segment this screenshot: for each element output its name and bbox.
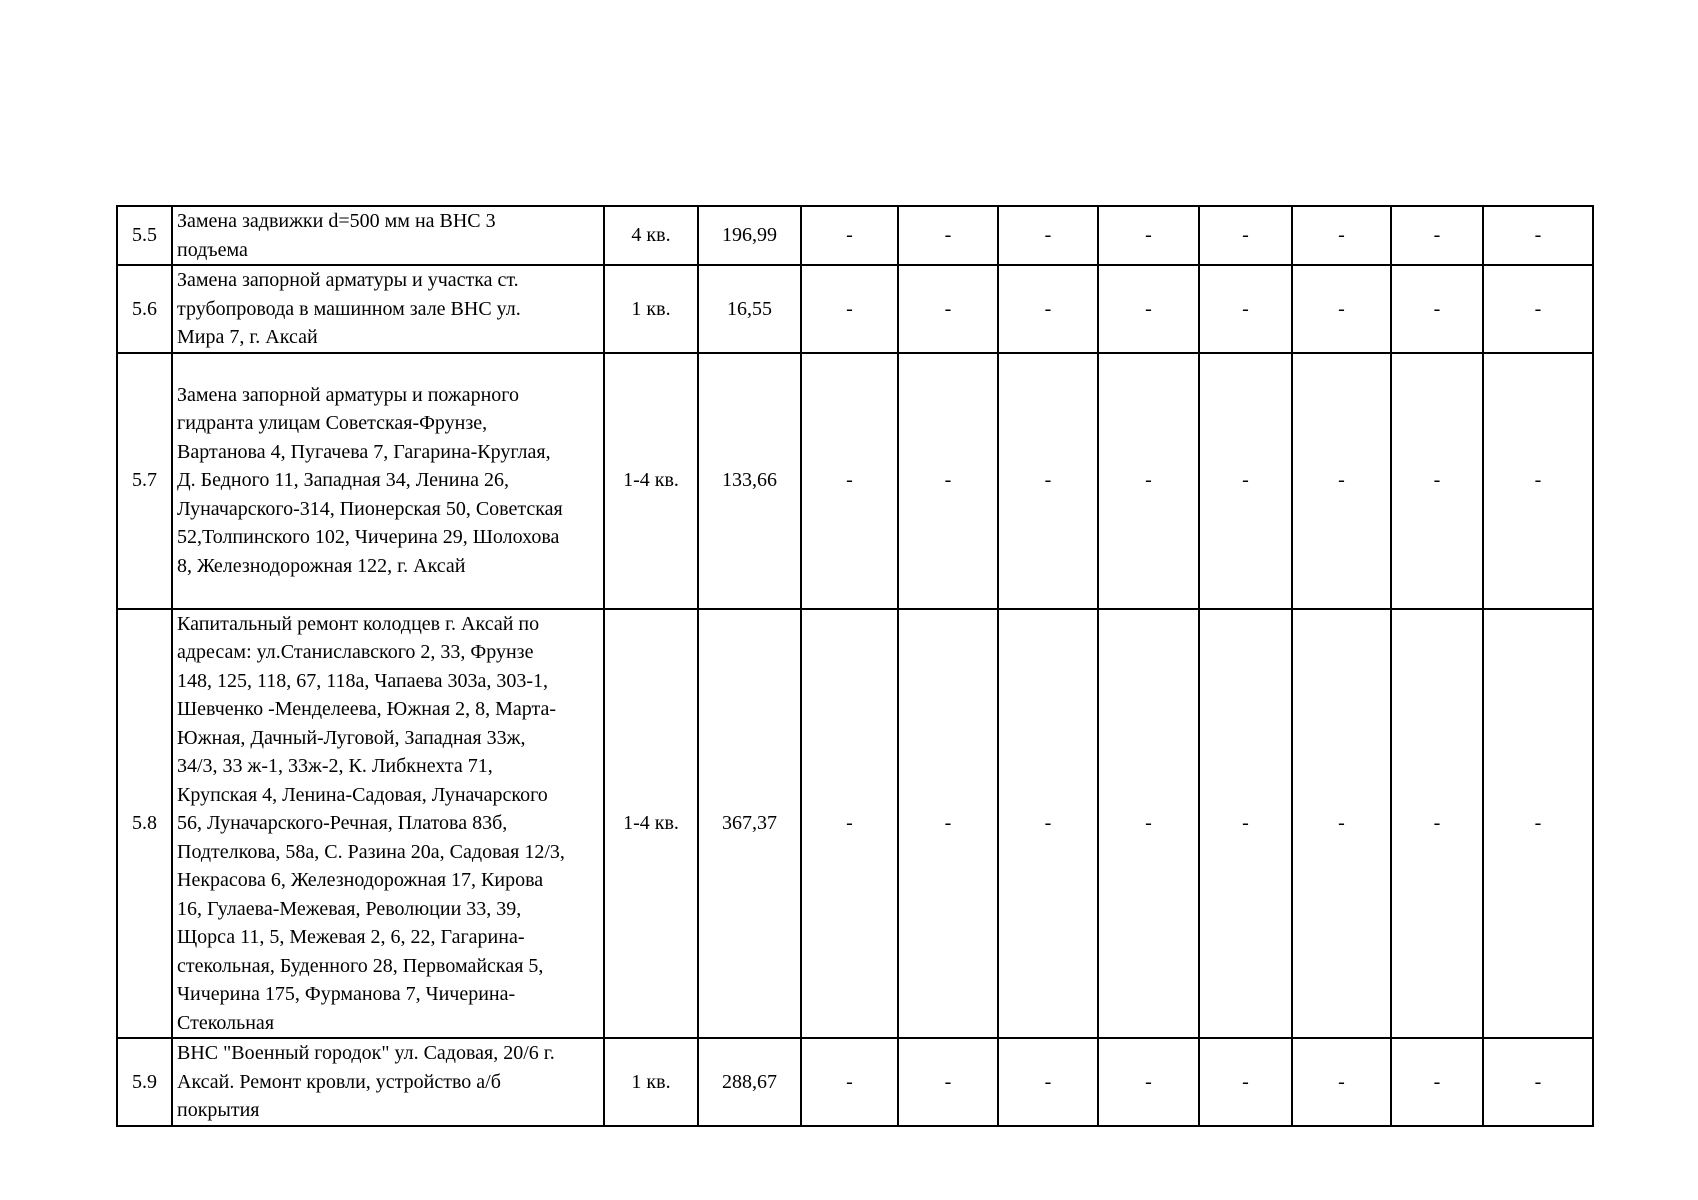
table-cell: - — [1391, 1038, 1483, 1126]
table-cell: - — [1199, 1038, 1292, 1126]
table-cell: - — [1391, 353, 1483, 609]
work-period: 1-4 кв. — [604, 353, 698, 609]
table-cell: - — [1098, 265, 1199, 353]
work-period: 1 кв. — [604, 265, 698, 353]
work-description: Замена задвижки d=500 мм на ВНС 3 подъема — [172, 206, 604, 265]
table-cell: - — [898, 353, 998, 609]
table-cell: - — [1483, 265, 1593, 353]
table-cell: - — [1098, 609, 1199, 1039]
work-description: Капитальный ремонт колодцев г. Аксай по адресам: ул.Станиславского 2, 33, Фрунзе 148, 125, 118, 67, 118а, Чапаева 303а, 303-1, Шевченко -Менделеева, Южная 2, 8, Марта- Южная, Дачный-Луговой, Западная 33ж, 34/3, 33 ж-1, 33ж-2, К. Либкнехта 71, Крупская 4, Ленина-Садовая, Луначарского 56, Луначарского-Речная, Платова 83б, Подтелкова, 58а, С. Разина 20а, Садовая 12/3, Некрасова 6, Железнодорожная 17, Кирова 16, Гулаева-Межевая, Революции 33, 39, Щорса 11, 5, Межевая 2, 6, 22, Гагарина- стекольная, Буденного 28, Первомайская 5, Чичерина 175, Фурманова 7, Чичерина- Стекольная — [172, 609, 604, 1039]
table-cell: - — [998, 353, 1098, 609]
work-period: 4 кв. — [604, 206, 698, 265]
work-description: Замена запорной арматуры и участка ст. трубопровода в машинном зале ВНС ул. Мира 7, г. Аксай — [172, 265, 604, 353]
table-cell: - — [801, 265, 898, 353]
table-cell: - — [801, 353, 898, 609]
table-cell: - — [1391, 206, 1483, 265]
table-cell: - — [801, 1038, 898, 1126]
table-cell: - — [1483, 1038, 1593, 1126]
table-cell: - — [898, 609, 998, 1039]
table-cell: - — [998, 1038, 1098, 1126]
table-cell: - — [1483, 609, 1593, 1039]
work-period: 1-4 кв. — [604, 609, 698, 1039]
work-amount: 16,55 — [698, 265, 801, 353]
table-cell: - — [1199, 265, 1292, 353]
table-cell: - — [1098, 206, 1199, 265]
table-row — [117, 609, 1593, 1039]
table-cell: - — [1292, 1038, 1391, 1126]
work-amount: 133,66 — [698, 353, 801, 609]
table-cell: - — [1391, 265, 1483, 353]
table-cell: - — [1292, 609, 1391, 1039]
row-number: 5.6 — [117, 265, 172, 353]
table-cell: - — [1098, 1038, 1199, 1126]
table-cell: - — [1292, 353, 1391, 609]
table-cell: - — [1391, 609, 1483, 1039]
work-amount: 367,37 — [698, 609, 801, 1039]
table-cell: - — [998, 265, 1098, 353]
table-cell: - — [898, 265, 998, 353]
table-row — [117, 206, 1593, 265]
row-number: 5.7 — [117, 353, 172, 609]
table-cell: - — [1483, 353, 1593, 609]
table-cell: - — [1199, 609, 1292, 1039]
table-cell: - — [1199, 353, 1292, 609]
row-number: 5.8 — [117, 609, 172, 1039]
work-amount: 288,67 — [698, 1038, 801, 1126]
row-number: 5.9 — [117, 1038, 172, 1126]
table-cell: - — [801, 609, 898, 1039]
table-row — [117, 353, 1593, 609]
work-amount: 196,99 — [698, 206, 801, 265]
table-cell: - — [1199, 206, 1292, 265]
table-cell: - — [998, 206, 1098, 265]
table-cell: - — [998, 609, 1098, 1039]
table-cell: - — [898, 206, 998, 265]
table-cell: - — [801, 206, 898, 265]
table-row — [117, 1038, 1593, 1126]
table-cell: - — [1292, 206, 1391, 265]
work-description: Замена запорной арматуры и пожарного гидранта улицам Советская-Фрунзе, Вартанова 4, Пугачева 7, Гагарина-Круглая, Д. Бедного 11, Западная 34, Ленина 26, Луначарского-314, Пионерская 50, Советская 52,Толпинского 102, Чичерина 29, Шолохова 8, Железнодорожная 122, г. Аксай — [172, 353, 604, 609]
table-cell: - — [898, 1038, 998, 1126]
table-cell: - — [1098, 353, 1199, 609]
work-description: ВНС "Военный городок" ул. Садовая, 20/6 г. Аксай. Ремонт кровли, устройство а/б покрытия — [172, 1038, 604, 1126]
work-period: 1 кв. — [604, 1038, 698, 1126]
works-table — [116, 205, 1594, 1127]
table-cell: - — [1292, 265, 1391, 353]
table-cell: - — [1483, 206, 1593, 265]
row-number: 5.5 — [117, 206, 172, 265]
table-row — [117, 265, 1593, 353]
